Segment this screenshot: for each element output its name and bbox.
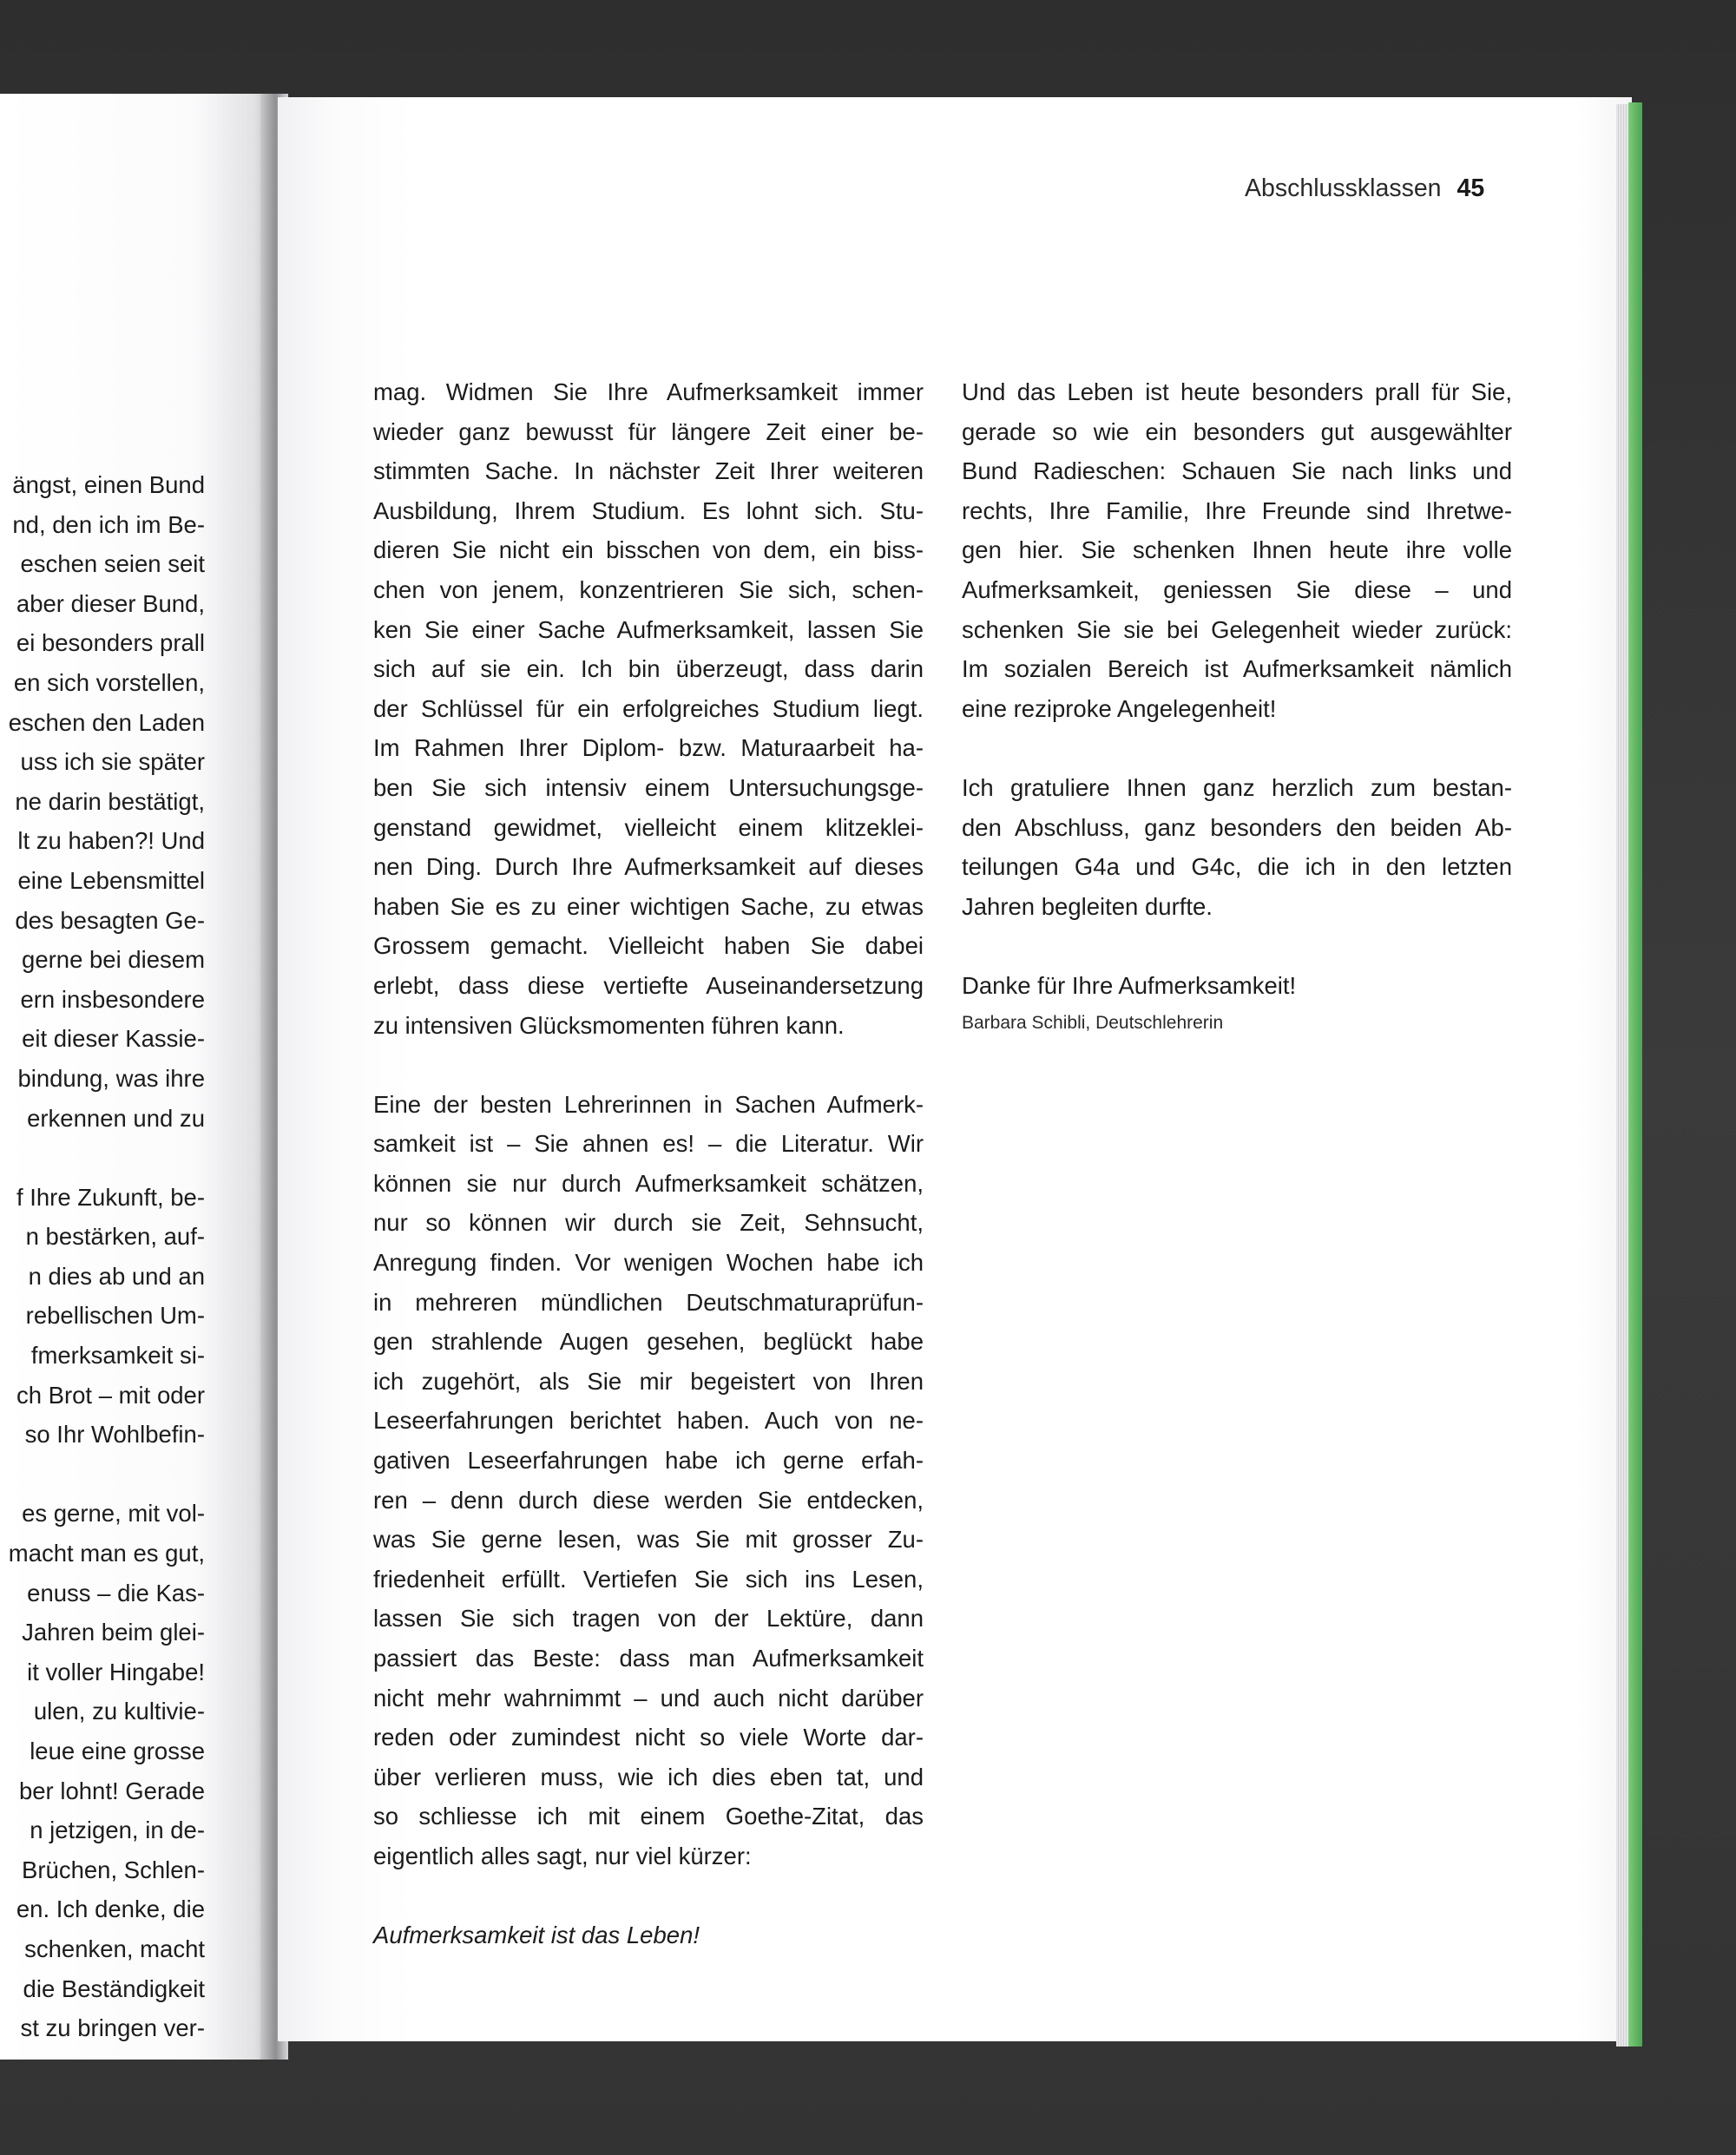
text-line: über verlieren muss, wie ich dies eben tat, und xyxy=(373,1763,924,1790)
text-line: sich auf sie ein. Ich bin überzeugt, dass darin xyxy=(373,655,924,683)
left-fragment-line: en sich vorstellen, xyxy=(13,668,205,696)
left-fragment-line: lt zu haben?! Und xyxy=(17,827,205,855)
book-cover-edge xyxy=(1628,102,1642,2047)
text-line: können sie nur durch Aufmerksamkeit schätzen, xyxy=(373,1169,924,1197)
page-number: 45 xyxy=(1457,174,1485,202)
text-line: genstand gewidmet, vielleicht einem klitzeklei- xyxy=(373,813,924,841)
text-line: gativen Leseerfahrungen habe ich gerne erfah- xyxy=(373,1447,924,1475)
left-fragment-line: die Beständigkeit xyxy=(23,1974,205,2002)
left-fragment-line: eschen seien seit xyxy=(20,550,205,578)
left-fragment-line: so Ihr Wohlbefin- xyxy=(24,1421,205,1449)
left-fragment-line: erkennen und zu xyxy=(27,1104,205,1132)
left-fragment-line: gerne bei diesem xyxy=(22,946,205,974)
text-line: Grossem gemacht. Vielleicht haben Sie dabei xyxy=(373,932,924,960)
text-line: mag. Widmen Sie Ihre Aufmerksamkeit immer xyxy=(373,378,924,405)
author-signature: Barbara Schibli, Deutschlehrerin xyxy=(962,1012,1224,1033)
left-fragment-line: Jahren beim glei- xyxy=(22,1619,205,1646)
goethe-quote: Aufmerksamkeit ist das Leben! xyxy=(373,1922,700,1949)
text-line: Im Rahmen Ihrer Diplom- bzw. Maturaarbeit ha- xyxy=(373,734,924,762)
page-edges xyxy=(1616,104,1628,2047)
text-line: Jahren begleiten durfte. xyxy=(962,892,1213,920)
left-fragment-line: n dies ab und an xyxy=(28,1262,205,1290)
left-fragment-line: ber lohnt! Gerade xyxy=(18,1777,205,1804)
text-line: Ich gratuliere Ihnen ganz herzlich zum bestan- xyxy=(962,773,1512,801)
text-line: haben Sie es zu einer wichtigen Sache, zu etwas xyxy=(373,892,924,920)
left-fragment-line: st zu bringen ver- xyxy=(20,2014,205,2042)
left-fragment-line xyxy=(0,1138,205,1178)
left-fragment-line: ne darin bestätigt, xyxy=(15,787,205,815)
text-line: chen von jenem, konzentrieren Sie sich, schen- xyxy=(373,575,924,603)
left-fragment-line: fmerksamkeit si- xyxy=(30,1342,205,1370)
left-fragment-line: eine Lebensmittel xyxy=(17,866,205,894)
text-line: der Schlüssel für ein erfolgreiches Studium liegt. xyxy=(373,694,924,722)
text-line: ich zugehört, als Sie mir begeistert von Ihren xyxy=(373,1367,924,1395)
left-fragment-line: rebellischen Um- xyxy=(25,1302,205,1330)
text-line: gen hier. Sie schenken Ihnen heute ihre volle xyxy=(962,536,1512,564)
text-line: Ausbildung, Ihrem Studium. Es lohnt sich. Stu- xyxy=(373,496,924,524)
text-line: in mehreren mündlichen Deutschmaturaprüfun- xyxy=(373,1288,924,1316)
left-fragment-line: schenken, macht xyxy=(24,1935,205,1962)
text-line: Eine der besten Lehrerinnen in Sachen Aufmerk- xyxy=(373,1090,924,1118)
left-fragment-line: ängst, einen Bund xyxy=(12,471,205,498)
text-line: eigentlich alles sagt, nur viel kürzer: xyxy=(373,1842,752,1869)
text-line: gen strahlende Augen gesehen, beglückt habe xyxy=(373,1328,924,1356)
left-fragment-line: ern insbesondere xyxy=(20,985,205,1013)
left-fragment-line: eschen den Laden xyxy=(8,708,205,736)
left-fragment-line: ei besonders prall xyxy=(16,629,205,657)
right-paragraph-1 xyxy=(962,372,1512,728)
text-line: lassen Sie sich tragen von der Lektüre, dann xyxy=(373,1605,924,1633)
text-line: erlebt, dass diese vertiefte Auseinandersetzung xyxy=(373,971,924,999)
text-line: zu intensiven Glücksmomenten führen kann. xyxy=(373,1011,845,1039)
text-line: schenken Sie sie bei Gelegenheit wieder zurück: xyxy=(962,615,1512,643)
text-line: Aufmerksamkeit, geniessen Sie diese – und xyxy=(962,575,1512,603)
left-fragment-line: des besagten Ge- xyxy=(15,906,205,934)
left-page xyxy=(0,94,276,2060)
left-fragment-line: n jetzigen, in de- xyxy=(30,1817,205,1844)
middle-paragraph-1 xyxy=(373,372,924,1045)
text-line: friedenheit erfüllt. Vertiefen Sie sich ins Lesen, xyxy=(373,1565,924,1593)
left-fragment-line: bindung, was ihre xyxy=(17,1064,205,1092)
text-line: eine reziproke Angelegenheit! xyxy=(962,694,1277,722)
text-line: reden oder zumindest nicht so viele Worte dar- xyxy=(373,1724,924,1751)
text-line: Im sozialen Bereich ist Aufmerksamkeit nämlich xyxy=(962,655,1512,683)
left-fragment-line: n bestärken, auf- xyxy=(25,1223,205,1251)
left-fragment-line: f Ihre Zukunft, be- xyxy=(16,1183,205,1211)
text-line: gerade so wie ein besonders gut ausgewählter xyxy=(962,417,1512,445)
left-fragment-line: ulen, zu kultivie- xyxy=(33,1698,205,1725)
text-line: so schliesse ich mit einem Goethe-Zitat, das xyxy=(373,1803,924,1830)
right-paragraph-2 xyxy=(962,768,1512,926)
left-page-text-fragments xyxy=(0,465,205,2048)
text-line: rechts, Ihre Familie, Ihre Freunde sind Ihretwe- xyxy=(962,496,1512,524)
text-line: was Sie gerne lesen, was Sie mit grosser Zu- xyxy=(373,1526,924,1554)
text-line: nur so können wir durch sie Zeit, Sehnsucht, xyxy=(373,1209,924,1237)
left-fragment-line: enuss – die Kas- xyxy=(27,1579,205,1606)
text-line: Bund Radieschen: Schauen Sie nach links und xyxy=(962,457,1512,485)
section-title: Abschlussklassen xyxy=(1245,174,1442,202)
left-fragment-line: ch Brot – mit oder xyxy=(16,1381,205,1409)
text-line: ben Sie sich intensiv einem Untersuchungsge- xyxy=(373,773,924,801)
left-fragment-line: macht man es gut, xyxy=(8,1540,205,1567)
left-fragment-line: es gerne, mit vol- xyxy=(22,1500,205,1528)
text-line: passiert das Beste: dass man Aufmerksamkeit xyxy=(373,1645,924,1672)
text-line: Und das Leben ist heute besonders prall für Sie, xyxy=(962,378,1512,405)
text-line: samkeit ist – Sie ahnen es! – die Literatur. Wir xyxy=(373,1130,924,1158)
left-fragment-line: leue eine grosse xyxy=(30,1738,205,1764)
text-line: nicht mehr wahrnimmt – und auch nicht darüber xyxy=(373,1684,924,1712)
text-line: stimmten Sache. In nächster Zeit Ihrer weiteren xyxy=(373,457,924,485)
left-fragment-line: aber dieser Bund, xyxy=(16,589,205,617)
text-line: teilungen G4a und G4c, die ich in den letzten xyxy=(962,853,1512,881)
text-line: wieder ganz bewusst für längere Zeit einer be- xyxy=(373,417,924,445)
middle-column xyxy=(373,372,924,1955)
middle-paragraph-2 xyxy=(373,1085,924,1876)
text-line: ken Sie einer Sache Aufmerksamkeit, lassen Sie xyxy=(373,615,924,643)
left-fragment-line: eit dieser Kassie- xyxy=(22,1025,205,1053)
text-line: nen Ding. Durch Ihre Aufmerksamkeit auf dieses xyxy=(373,853,924,881)
running-header xyxy=(1245,174,1484,203)
left-fragment-line: Brüchen, Schlen- xyxy=(22,1856,205,1883)
left-fragment-line: uss ich sie später xyxy=(20,748,205,776)
text-line: Anregung finden. Vor wenigen Wochen habe ich xyxy=(373,1249,924,1277)
closing-line: Danke für Ihre Aufmerksamkeit! xyxy=(962,971,1297,999)
left-fragment-line: nd, den ich im Be- xyxy=(12,510,205,538)
text-line: den Abschluss, ganz besonders den beiden Ab- xyxy=(962,813,1512,841)
text-line: dieren Sie nicht ein bisschen von dem, ein biss- xyxy=(373,536,924,564)
left-fragment-line: en. Ich denke, die xyxy=(16,1895,205,1923)
left-fragment-line xyxy=(0,1455,205,1495)
left-fragment-line: it voller Hingabe! xyxy=(27,1658,205,1685)
text-line: Leseerfahrungen berichtet haben. Auch von ne- xyxy=(373,1407,924,1435)
right-column xyxy=(962,372,1512,1041)
text-line: ren – denn durch diese werden Sie entdecken, xyxy=(373,1486,924,1514)
